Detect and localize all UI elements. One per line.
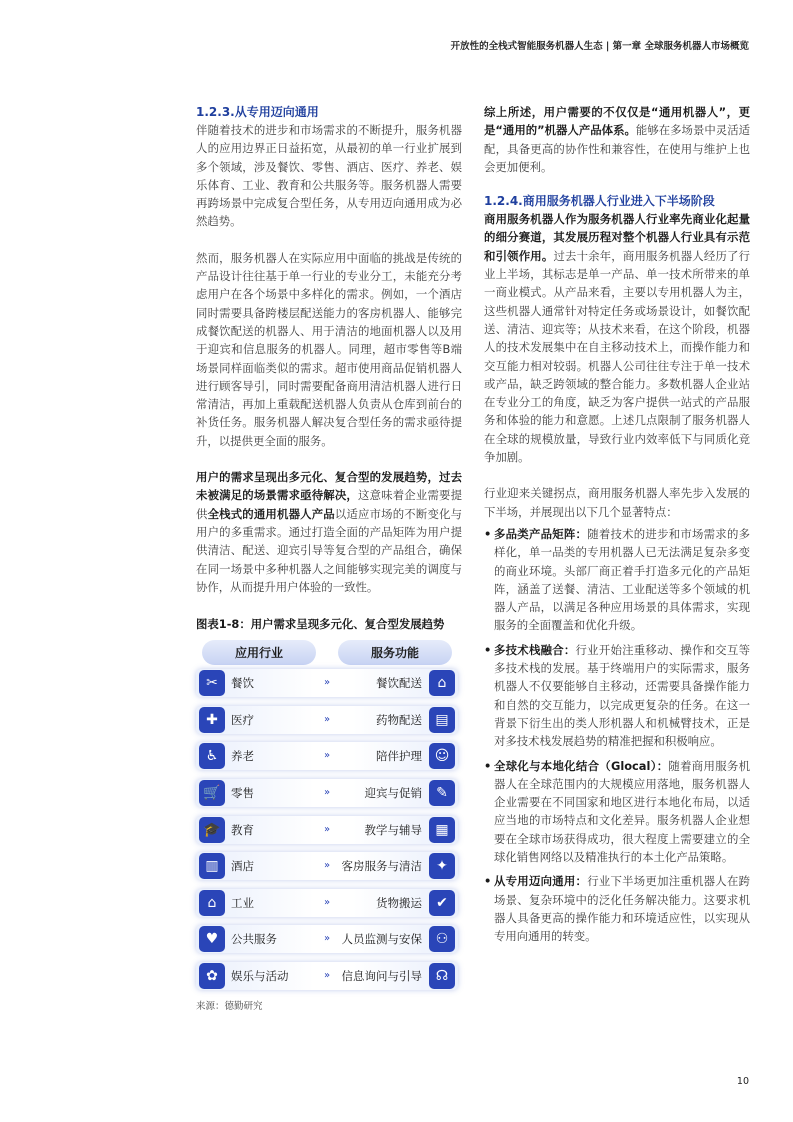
service-icon: ✦ (429, 853, 455, 879)
service-label: 信息询问与引导 (341, 968, 422, 983)
industry-icon: ✂ (199, 670, 225, 696)
industry-icon: ✿ (199, 963, 225, 989)
bullet-item (484, 757, 750, 867)
service-icon: ☊ (429, 963, 455, 989)
service-icon: ▦ (429, 817, 455, 843)
industry-icon: ⌂ (199, 890, 225, 916)
section-heading-1-2-3: 1.2.3.从专用迈向通用 (196, 105, 319, 119)
figure-table (196, 640, 458, 990)
industry-label: 养老 (231, 749, 254, 764)
service-label: 教学与辅导 (364, 822, 422, 837)
service-label: 餐饮配送 (376, 676, 422, 691)
bold-text: 全栈式的通用机器人产品 (207, 506, 335, 521)
service-icon: ▤ (429, 707, 455, 733)
arrow-icon: » (324, 677, 331, 689)
arrow-icon: » (324, 750, 331, 762)
table-rows (196, 669, 458, 990)
right-column (484, 103, 750, 951)
arrow-icon: » (324, 860, 331, 872)
source-note: 来源：德勤研究 (196, 1001, 263, 1013)
table-row (196, 889, 458, 917)
column-header-service: 服务功能 (338, 640, 452, 665)
table-row (196, 669, 458, 697)
bullet-item (484, 641, 750, 751)
table-row (196, 852, 458, 880)
service-label: 客房服务与清洁 (341, 859, 422, 874)
service-label: 人员监测与安保 (341, 932, 422, 947)
table-row (196, 742, 458, 770)
bold-text: 商用服务机器人作为服务机器人行业率先商业化起量的细分赛道，其发展历程对整个机器人行业具有示范和引领作用。 (484, 212, 750, 263)
page-number: 10 (736, 1076, 749, 1087)
industry-label: 餐饮 (231, 676, 254, 691)
text: 以适应市场的不断变化与用户的多重需求。通过打造全面的产品矩阵为用户提供清洁、配送、迎宾引导等复合型的产品组合，确保在同一场景中多种机器人之间能够实现完美的调度与协作，从而提升用户体验的一致性。 (196, 506, 462, 594)
service-label: 货物搬运 (376, 895, 422, 910)
arrow-icon: » (324, 896, 331, 908)
service-icon: ✔ (429, 890, 455, 916)
arrow-icon: » (324, 713, 331, 725)
left-column (196, 103, 462, 1012)
bold-text: 综上所述，用户需要的不仅仅是“通用机器人”，更是“通用的”机器人产品体系。 (484, 105, 750, 138)
text: 过去十余年，商用服务机器人经历了行业上半场，其标志是单一产品、单一技术所带来的单一商业模式。从产品来看，主要以专用机器人为主，这些机器人通常针对特定任务或场景设计，如餐饮配送、清洁、迎宾等；从技术来看，在这个阶段，机器人的技术发展集中在自主移动技术上，而操作能力和交互能力相对较弱。机器人公司往往专注于单一技术或产品，缺乏跨领域的整合能力。多数机器人企业站在专业分工的角度，缺乏为客户提供一站式的产品服务和体验的能力和意愿。上述几点限制了服务机器人在全球的规模放量，导致行业内效率低下与同质化竞争加剧。 (484, 248, 750, 465)
industry-icon: 🎓 (199, 817, 225, 843)
bullet-title: 全球化与本地化结合（Glocal）： (494, 758, 669, 773)
industry-label: 零售 (231, 785, 254, 800)
table-row (196, 962, 458, 990)
arrow-icon: » (324, 933, 331, 945)
paragraph (196, 468, 462, 596)
industry-label: 教育 (231, 822, 254, 837)
paragraph: 行业迎来关键拐点，商用服务机器人率先步入发展的下半场，并展现出以下几个显著特点： (484, 486, 750, 519)
industry-label: 酒店 (231, 859, 254, 874)
section-heading-1-2-4: 1.2.4.商用服务机器人行业进入下半场阶段 (484, 194, 715, 209)
paragraph: 然而，服务机器人在实际应用中面临的挑战是传统的产品设计往往基于单一行业的专业分工，未能充分考虑用户在各个场景中多样化的需求。例如，一个酒店同时需要具备跨楼层配送能力的客房机器人、能够完成餐饮配送的机器人、用于清洁的地面机器人以及用于迎宾和信息服务的机器人。同理，超市零售等B端场景同样面临类似的需求。超市使用商品促销机器人进行顾客导引，同时需要配备商用清洁机器人进行日常清洁，再加上重载配送机器人负责从仓库到前台的补货任务。服务机器人解决复合型任务的需求亟待提升，以提供更全面的服务。 (196, 250, 462, 448)
bullet-dot: • (484, 758, 492, 773)
service-label: 药物配送 (376, 712, 422, 727)
column-header-industry: 应用行业 (202, 640, 316, 665)
bullet-item (484, 872, 750, 945)
table-header (196, 640, 458, 665)
paragraph: 伴随着技术的进步和市场需求的不断提升，服务机器人的应用边界正日益拓宽，从最初的单一行业扩展到多个领域，涉及餐饮、零售、酒店、医疗、养老、娱乐体育、工业、教育和公共服务等。服务机器人需要再跨场景中完成复合型任务，从专用迈向通用成为必然趋势。 (196, 123, 462, 229)
bullet-text: 随着商用服务机器人在全球范围内的大规模应用落地，服务机器人企业需要在不同国家和地区进行本地化布局，以适应当地的市场特点和文化差异。服务机器人企业想要在全球市场获得成功，很大程度上需要建立的全球化销售网络以及精准执行的本土化产品策略。 (494, 758, 750, 864)
bullet-dot: • (484, 526, 492, 541)
paragraph (484, 210, 750, 466)
service-label: 陪伴护理 (376, 749, 422, 764)
bullet-title: 多品类产品矩阵： (494, 526, 588, 541)
industry-label: 公共服务 (231, 932, 277, 947)
paragraph (484, 103, 750, 176)
text: 这意味着企业需要提供 (196, 488, 462, 521)
industry-icon: ▥ (199, 853, 225, 879)
bullet-title: 从专用迈向通用： (494, 874, 588, 889)
table-row (196, 816, 458, 844)
bullet-dot: • (484, 642, 492, 657)
industry-icon: ♥ (199, 926, 225, 952)
bullet-text: 行业下半场更加注重机器人在跨场景、复杂环境中的泛化任务解决能力。这要求机器人具备更高的操作能力和环境适应性，以实现从专用向通用的转变。 (494, 874, 750, 944)
table-row (196, 706, 458, 734)
arrow-icon: » (324, 823, 331, 835)
bullet-title: 多技术栈融合： (494, 642, 576, 657)
industry-label: 工业 (231, 895, 254, 910)
table-row (196, 779, 458, 807)
arrow-icon: » (324, 786, 331, 798)
table-row (196, 925, 458, 953)
bullet-text: 随着技术的进步和市场需求的多样化，单一品类的专用机器人已无法满足复杂多变的商业环境。头部厂商正着手打造多元化的产品矩阵，涵盖了送餐、清洁、工业配送等多个领域的机器人产品，以满足各种应用场景的具体需求，实现服务的全面覆盖和优化升级。 (494, 526, 750, 633)
bullet-item (484, 525, 750, 635)
arrow-icon: » (324, 969, 331, 981)
industry-label: 医疗 (231, 712, 254, 727)
service-icon: ☺ (429, 743, 455, 769)
figure-title: 图表1-8：用户需求呈现多元化、复合型发展趋势 (196, 617, 445, 632)
service-icon: ⌂ (429, 670, 455, 696)
bold-text: 用户的需求呈现出多元化、复合型的发展趋势，过去未被满足的场景需求亟待解决， (196, 470, 462, 503)
industry-icon: ♿ (199, 743, 225, 769)
text: 能够在多场景中灵活适配，具备更高的协作性和兼容性，在使用与维护上也会更加便利。 (484, 123, 750, 174)
service-label: 迎宾与促销 (364, 785, 422, 800)
service-icon: ⚇ (429, 926, 455, 952)
running-header: 开放性的全栈式智能服务机器人生态 | 第一章 全球服务机器人市场概览 (450, 41, 749, 52)
service-icon: ✎ (429, 780, 455, 806)
industry-icon: 🛒 (199, 780, 225, 806)
bullet-list (484, 525, 750, 946)
industry-label: 娱乐与活动 (231, 968, 289, 983)
bullet-text: 行业开始注重移动、操作和交互等多技术栈的发展。基于终端用户的实际需求，服务机器人不仅要能够自主移动，还需要具备操作能力和自然的交互能力，以完成更复杂的任务。在这一背景下衍生出的类人形机器人和机械臂技术，正是对多技术栈发展趋势的精准把握和积极响应。 (494, 642, 750, 749)
bullet-dot: • (484, 874, 492, 889)
industry-icon: ✚ (199, 707, 225, 733)
